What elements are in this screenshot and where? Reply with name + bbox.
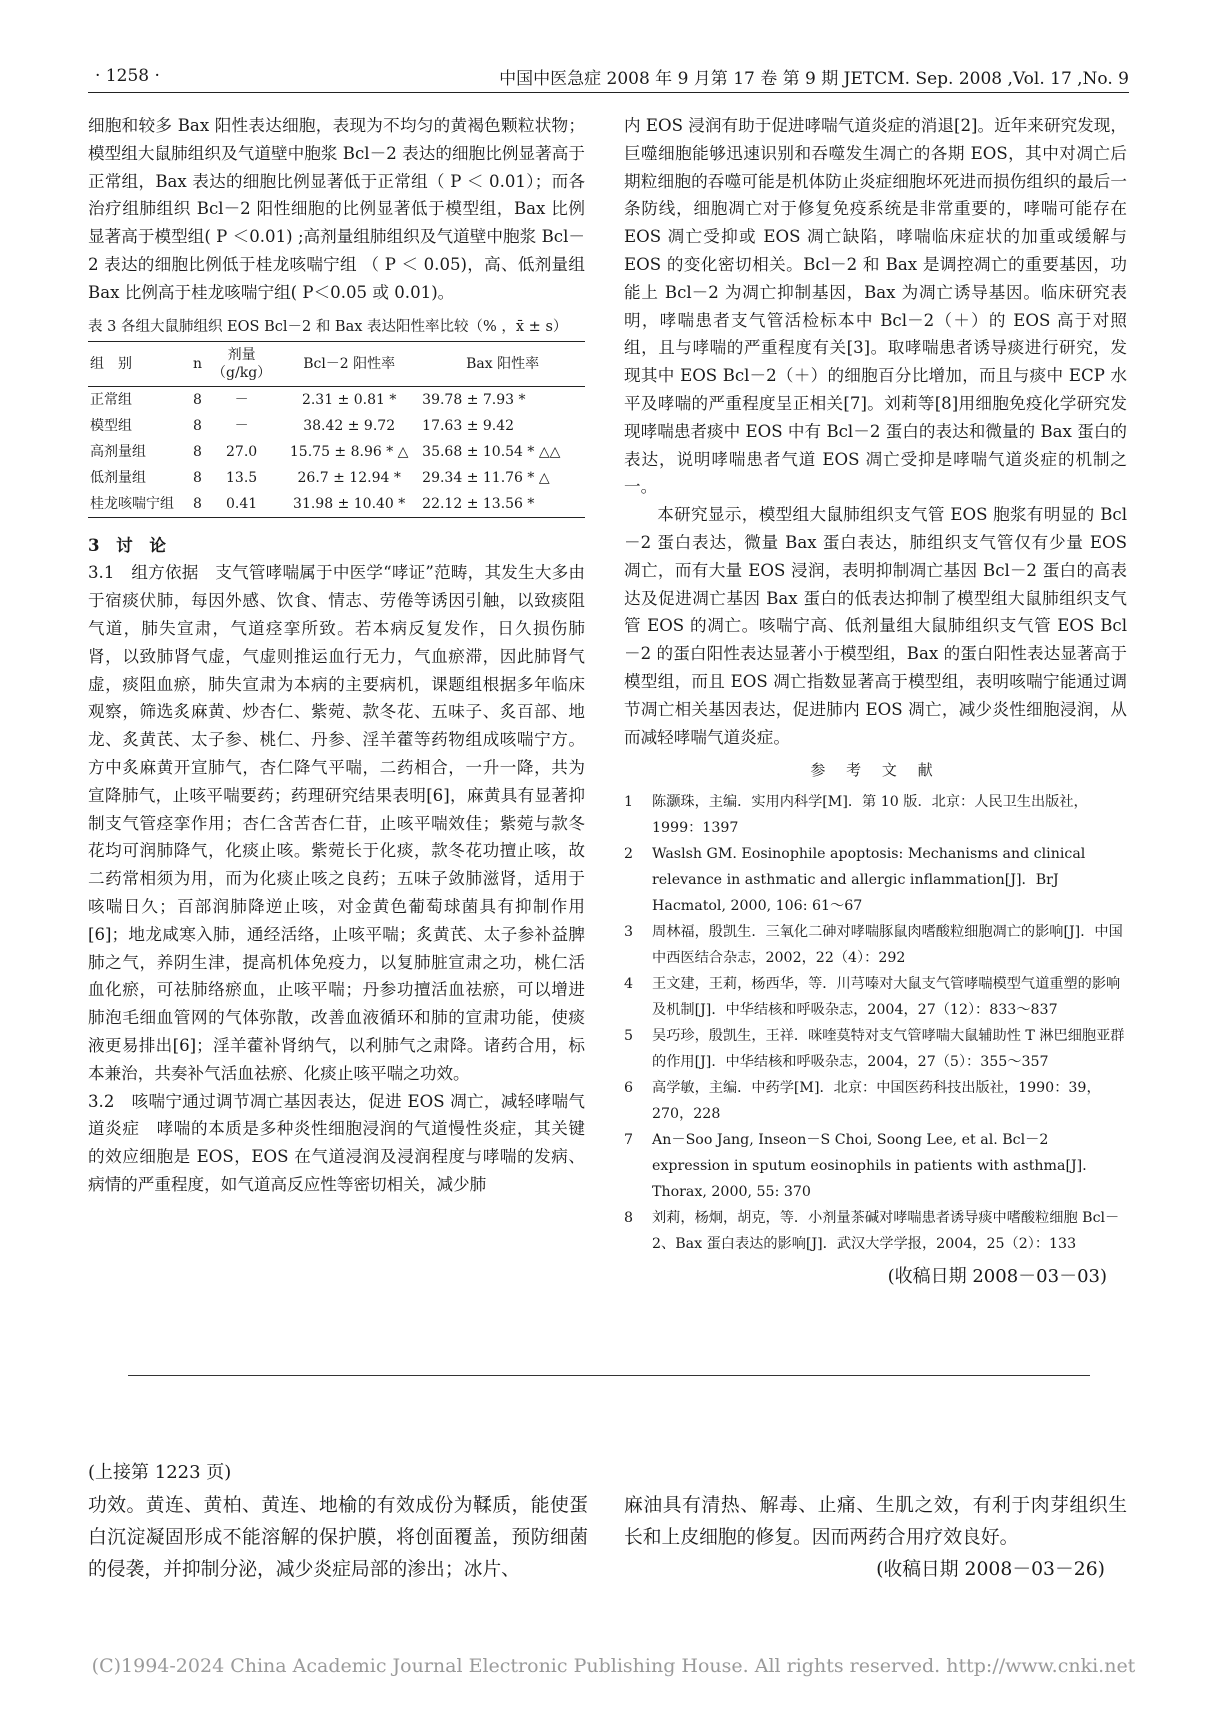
table-cell: 8: [193, 391, 202, 408]
table-cell: 模型组: [90, 417, 132, 434]
table-cell: －: [234, 417, 249, 434]
table-row: [88, 439, 585, 465]
reference-item: [624, 789, 1127, 841]
table-cell: 高剂量组: [90, 443, 146, 460]
reference-item: [624, 1205, 1127, 1257]
section-divider: [128, 1375, 1090, 1376]
reference-number: 2: [624, 846, 634, 863]
table-row: [88, 465, 585, 491]
table-header: 组 别: [88, 341, 190, 386]
reference-text: 陈灏珠，主编．实用内科学[M]．第 10 版．北京：人民卫生出版社，1999：1397: [652, 794, 1088, 837]
reference-text: 吴巧珍，殷凯生，王祥．咪喹莫特对支气管哮喘大鼠辅助性 T 淋巴细胞亚群的作用[J]．中华结核和呼吸杂志，2004，27（5）：355～357: [652, 1028, 1125, 1071]
reference-item: [624, 1127, 1127, 1205]
reference-text: 周林福，殷凯生．三氧化二砷对哮喘豚鼠肉嗜酸粒细胞凋亡的影响[J]．中国中西医结合杂志，2002，22（4）：292: [652, 924, 1123, 967]
reference-item: [624, 971, 1127, 1023]
reference-text: 高学敏，主编．中药学[M]．北京：中国医药科技出版社，1990：39，270，228: [652, 1080, 1101, 1123]
table-header: n: [190, 341, 205, 386]
continued-right-column: [624, 1490, 1127, 1586]
table-cell: 29.34 ± 11.76 * △: [422, 469, 550, 486]
discussion-paragraph: 3.1 组方依据 支气管哮喘属于中医学“哮证”范畴，其发生大多由于宿痰伏肺，每因外感、饮食、情志、劳倦等诱因引触，以致痰阻气道，肺失宣肃，气道痉挛所致。若本病反复发作，日久损伤肺肾，以致肺肾气虚，气虚则推运血行无力，气血瘀滞，因此肺肾气虚，痰阻血瘀，肺失宣肃为本病的主要病机，课题组根据多年临床观察，筛选炙麻黄、炒杏仁、紫菀、款冬花、五味子、炙百部、地龙、炙黄芪、太子参、桃仁、丹参、淫羊藿等药物组成咳喘宁方。方中炙麻黄开宣肺气，杏仁降气平喘，二药相合，一升一降，共为宣降肺气，止咳平喘要药；药理研究结果表明[6]，麻黄具有显著抑制支气管痉挛作用；杏仁含苦杏仁苷，止咳平喘效佳；紫菀与款冬花均可润肺降气，化痰止咳。紫菀长于化痰，款冬花功擅止咳，故二药常相须为用，而为化痰止咳之良药；五味子敛肺滋肾，适用于咳喘日久；百部润肺降逆止咳，对金黄色葡萄球菌具有抑制作用[6]；地龙咸寒入肺，通经活络，止咳平喘；炙黄芪、太子参补益脾肺之气，养阴生津，提高机体免疫力，以复肺脏宣肃之功，桃仁活血化瘀，可祛肺络瘀血，止咳平喘；丹参功擅活血祛瘀，可以增进肺泡毛细血管网的气体弥散，改善血液循环和肺的宣肃功能，使痰液更易排出[6]；淫羊藿补肾纳气，以利肺气之肃降。诸药合用，标本兼治，共奏补气活血祛瘀、化痰止咳平喘之功效。: [88, 563, 585, 1083]
reference-item: [624, 1075, 1127, 1127]
references-heading: 参 考 文 献: [810, 761, 941, 780]
reference-number: 8: [624, 1210, 634, 1227]
table-caption: 表 3 各组大鼠肺组织 EOS Bcl－2 和 Bax 表达阳性率比较（% ，x̄ ± s）: [88, 318, 568, 335]
continued-note: (上接第 1223 页): [88, 1462, 232, 1483]
reference-number: 6: [624, 1080, 634, 1097]
table-cell: 低剂量组: [90, 469, 146, 486]
table-cell: 17.63 ± 9.42: [422, 417, 515, 434]
reference-number: 5: [624, 1028, 634, 1045]
table-cell: 8: [193, 443, 202, 460]
table-cell: 22.12 ± 13.56 *: [420, 491, 585, 518]
journal-header: 中国中医急症 2008 年 9 月第 17 卷 第 9 期 JETCM. Sep. 2008 ,Vol. 17 ,No. 9: [499, 69, 1129, 89]
reference-text: 王文建，王莉，杨西华，等．川芎嗪对大鼠支气管哮喘模型气道重塑的影响及机制[J]．中华结核和呼吸杂志，2004，27（12）：833～837: [652, 976, 1121, 1019]
received-date: (收稿日期 2008－03－26): [876, 1559, 1105, 1580]
continued-paragraph: 功效。黄连、黄柏、黄连、地榆的有效成份为鞣质，能使蛋白沉淀凝固形成不能溶解的保护膜，将创面覆盖，预防细菌的侵袭，并抑制分泌，减少炎症局部的渗出；冰片、: [88, 1495, 588, 1580]
table-cell: 8: [193, 469, 202, 486]
results-table: [88, 341, 585, 518]
table-row: [88, 491, 585, 518]
continued-left-column: [88, 1490, 588, 1586]
copyright-footer: (C)1994-2024 China Academic Journal Electronic Publishing House. All rights reserved. http://www.cnki.net: [91, 1655, 1136, 1677]
table-header: Bax 阳性率: [420, 341, 585, 386]
page-number: · 1258 ·: [95, 66, 160, 86]
table-cell: 38.42 ± 9.72: [303, 417, 396, 434]
reference-number: 3: [624, 924, 634, 941]
continued-paragraph: 麻油具有清热、解毒、止痛、生肌之效，有利于肉芽组织生长和上皮细胞的修复。因而两药合用疗效良好。: [624, 1495, 1127, 1548]
reference-item: [624, 919, 1127, 971]
table-cell: 27.0: [226, 443, 258, 460]
table-cell: 35.68 ± 10.54 * △△: [422, 443, 561, 460]
table-cell: 8: [190, 491, 205, 518]
results-paragraph: 细胞和较多 Bax 阳性表达细胞，表现为不均匀的黄褐色颗粒状物；模型组大鼠肺组织及气道壁中胞浆 Bcl－2 表达的细胞比例显著高于正常组，Bax 表达的细胞比例显著低于正常组（ P ＜ 0.01）；而各治疗组肺组织 Bcl－2 阳性细胞的比例显著低于模型组，Bax 比例显著高于模型组( P ＜0.01) ;高剂量组肺组织及气道壁中胞浆 Bcl－2 表达的细胞比例低于桂龙咳喘宁组 （ P ＜ 0.05)，高、低剂量组 Bax 比例高于桂龙咳喘宁组( P＜0.05 或 0.01)。: [88, 116, 585, 302]
table-cell: 8: [193, 417, 202, 434]
left-column: [88, 112, 585, 1199]
table-header: Bcl－2 阳性率: [278, 341, 420, 386]
discussion-paragraph: 本研究显示，模型组大鼠肺组织支气管 EOS 胞浆有明显的 Bcl－2 蛋白表达，微量 Bax 蛋白表达，肺组织支气管仅有少量 EOS 凋亡，而有大量 EOS 浸润，表明抑制凋亡基因 Bcl－2 蛋白的高表达及促进凋亡基因 Bax 蛋白的低表达抑制了模型组大鼠肺组织支气管 EOS 的凋亡。咳喘宁高、低剂量组大鼠肺组织支气管 EOS Bcl－2 的蛋白阳性表达显著小于模型组，Bax 的蛋白阳性表达显著高于模型组，而且 EOS 凋亡指数显著高于模型组，表明咳喘宁能通过调节凋亡相关基因表达，促进肺内 EOS 凋亡，减少炎性细胞浸润，从而减轻哮喘气道炎症。: [624, 505, 1127, 747]
discussion-paragraph: 3.2 咳喘宁通过调节凋亡基因表达，促进 EOS 凋亡，减轻哮喘气道炎症 哮喘的本质是多种炎性细胞浸润的气道慢性炎症，其关键的效应细胞是 EOS，EOS 在气道浸润及浸润程度与哮喘的发病、病情的严重程度，如气道高反应性等密切相关，减少肺: [88, 1091, 585, 1194]
reference-number: 1: [624, 794, 634, 811]
reference-number: 7: [624, 1132, 634, 1149]
table-row: [88, 413, 585, 439]
table-cell: －: [234, 391, 249, 408]
reference-item: [624, 1023, 1127, 1075]
reference-text: Waslsh GM. Eosinophile apoptosis: Mechanisms and clinical relevance in asthmatic and allergic inflammation[J]．BrJ Hacmatol, 2000, 106: 61～67: [652, 846, 1086, 915]
table-cell: 正常组: [90, 391, 132, 408]
table-cell: 15.75 ± 8.96 * △: [289, 443, 409, 460]
reference-item: [624, 841, 1127, 919]
header-rule: [88, 92, 1129, 93]
table-header: 剂量 （g/kg）: [205, 341, 278, 386]
reference-number: 4: [624, 976, 634, 993]
table-cell: 桂龙咳喘宁组: [88, 491, 190, 518]
received-date: (收稿日期 2008－03－03): [887, 1266, 1107, 1288]
table-cell: 0.41: [205, 491, 278, 518]
reference-text: An－Soo Jang, Inseon－S Choi, Soong Lee, et al. Bcl－2 expression in sputum eosinophils in patients with asthma[J]．Thorax, 2000, 55: 370: [652, 1132, 1097, 1201]
table-cell: 13.5: [226, 469, 258, 486]
table-cell: 26.7 ± 12.94 *: [297, 469, 401, 486]
reference-text: 刘莉，杨炯，胡克，等．小剂量茶碱对哮喘患者诱导痰中嗜酸粒细胞 Bcl－2、Bax 蛋白表达的影响[J]．武汉大学学报，2004，25（2）：133: [652, 1210, 1120, 1253]
discussion-paragraph: 内 EOS 浸润有助于促进哮喘气道炎症的消退[2]。近年来研究发现，巨噬细胞能够迅速识别和吞噬发生凋亡的各期 EOS，其中对凋亡后期粒细胞的吞噬可能是机体防止炎症细胞坏死进而损伤组织的最后一条防线，细胞凋亡对于修复免疫系统是非常重要的，哮喘可能存在 EOS 凋亡受抑或 EOS 凋亡缺陷，哮喘临床症状的加重或缓解与 EOS 的变化密切相关。Bcl－2 和 Bax 是调控凋亡的重要基因，功能上 Bcl－2 为凋亡抑制基因，Bax 为凋亡诱导基因。临床研究表明，哮喘患者支气管活检标本中 Bcl－2（＋）的 EOS 高于对照组，且与哮喘的严重程度有关[3]。取哮喘患者诱导痰进行研究，发现其中 EOS Bcl－2（＋）的细胞百分比增加，而且与痰中 ECP 水平及哮喘的严重程度呈正相关[7]。刘莉等[8]用细胞免疫化学研究发现哮喘患者痰中 EOS 中有 Bcl－2 蛋白的表达和微量的 Bax 蛋白的表达，说明哮喘患者气道 EOS 凋亡受抑是哮喘气道炎症的机制之一。: [624, 116, 1127, 497]
section-heading: 3 讨 论: [88, 534, 166, 555]
right-column: [624, 112, 1127, 1291]
table-row: [88, 386, 585, 413]
table-cell: 31.98 ± 10.40 *: [278, 491, 420, 518]
table-cell: 2.31 ± 0.81 *: [301, 391, 397, 408]
table-cell: 39.78 ± 7.93 *: [422, 391, 526, 408]
